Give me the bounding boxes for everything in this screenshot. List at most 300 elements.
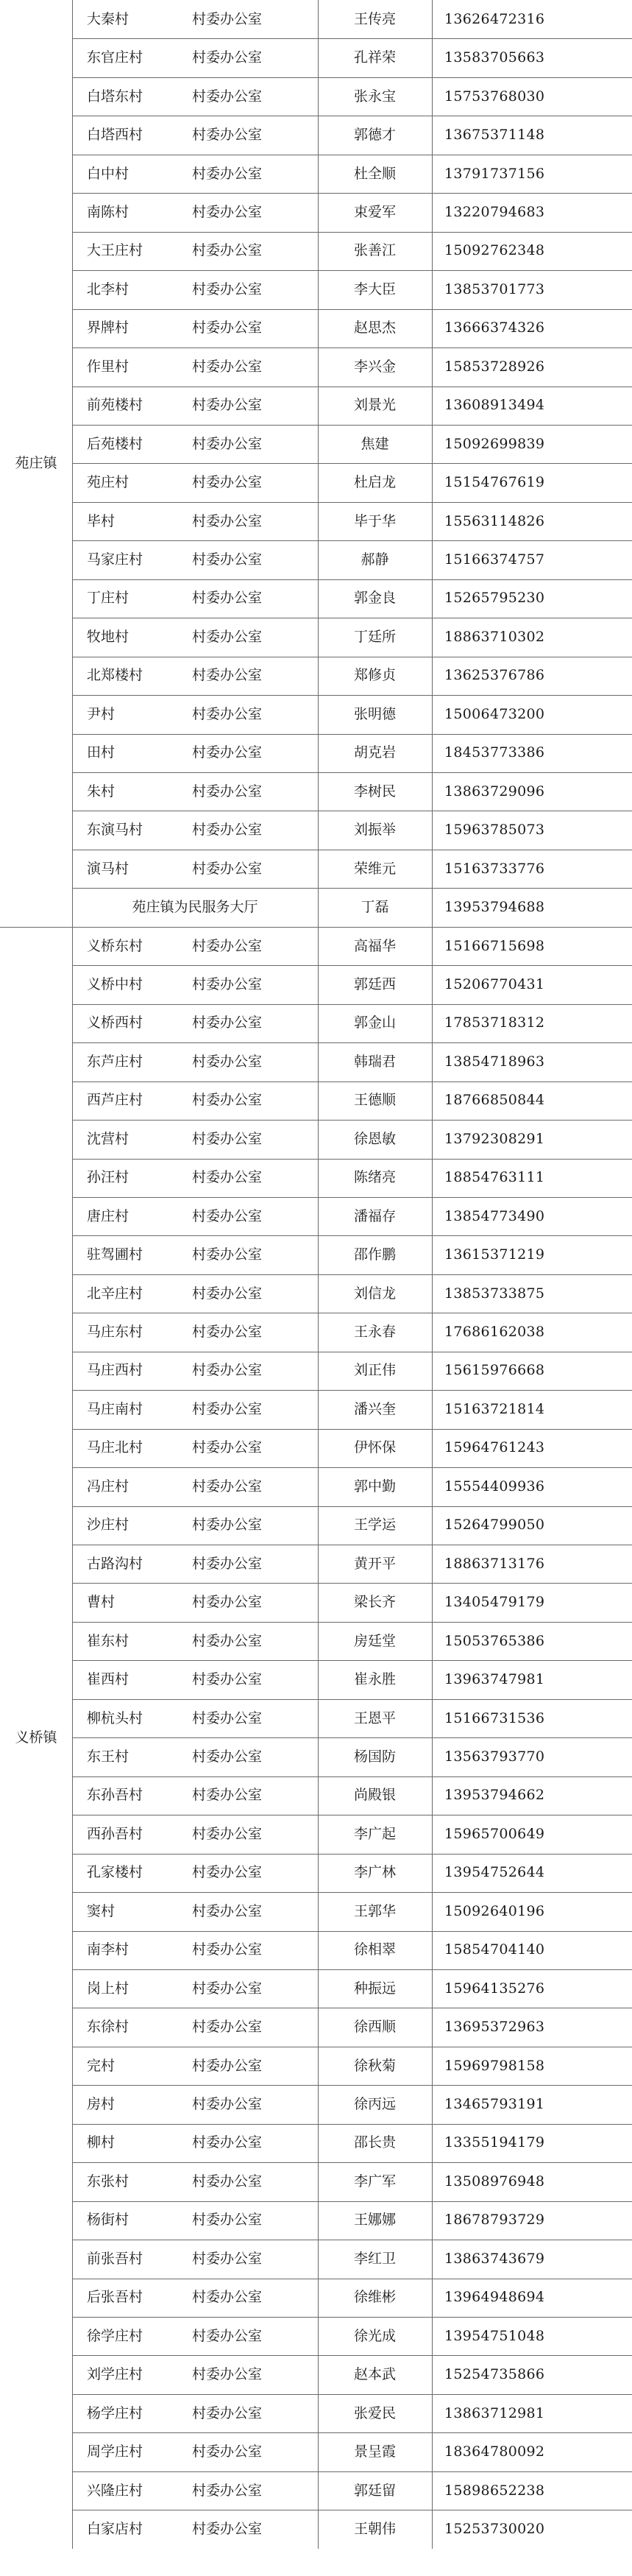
office-location: 村委办公室 bbox=[192, 1053, 263, 1070]
phone-number: 15166731536 bbox=[444, 1709, 545, 1726]
village-name: 北辛庄村 bbox=[87, 1285, 143, 1302]
village-name: 白家店村 bbox=[87, 2520, 143, 2537]
phone-number: 18854763111 bbox=[444, 1169, 545, 1186]
row-divider bbox=[72, 1120, 632, 1121]
phone-number: 13508976948 bbox=[444, 2173, 545, 2189]
contact-person: 种振远 bbox=[353, 1980, 396, 1997]
contact-person: 王朝伟 bbox=[353, 2520, 396, 2537]
village-name: 马庄西村 bbox=[87, 1362, 143, 1379]
office-location: 村委办公室 bbox=[192, 49, 263, 66]
contact-person: 潘兴奎 bbox=[353, 1400, 396, 1417]
contact-person: 徐相翠 bbox=[353, 1941, 396, 1958]
row-divider bbox=[72, 1467, 632, 1468]
village-name: 冯庄村 bbox=[87, 1478, 129, 1495]
office-location: 村委办公室 bbox=[192, 2482, 263, 2499]
contact-person: 郭金良 bbox=[353, 590, 396, 607]
row-divider bbox=[72, 1274, 632, 1275]
phone-number: 13953794662 bbox=[444, 1787, 545, 1804]
office-location: 村委办公室 bbox=[192, 705, 263, 722]
row-divider bbox=[72, 1737, 632, 1738]
village-name: 界牌村 bbox=[87, 320, 129, 336]
village-name: 义桥中村 bbox=[87, 975, 143, 992]
contact-person: 郭德才 bbox=[353, 127, 396, 144]
village-name: 作里村 bbox=[87, 358, 129, 375]
office-location: 村委办公室 bbox=[192, 551, 263, 568]
phone-number: 18863713176 bbox=[444, 1555, 545, 1572]
contact-person: 王郭华 bbox=[353, 1902, 396, 1919]
contact-person: 尚殿银 bbox=[353, 1787, 396, 1804]
phone-number: 13675371148 bbox=[444, 127, 545, 144]
phone-number: 15964761243 bbox=[444, 1439, 545, 1456]
phone-number: 15265795230 bbox=[444, 590, 545, 607]
village-name: 朱村 bbox=[87, 783, 116, 800]
village-name: 周学庄村 bbox=[87, 2443, 143, 2460]
phone-number: 13853701773 bbox=[444, 280, 545, 297]
row-divider bbox=[72, 1969, 632, 1970]
village-name: 唐庄村 bbox=[87, 1207, 129, 1224]
row-divider bbox=[72, 1159, 632, 1160]
contact-person: 徐恩敏 bbox=[353, 1130, 396, 1147]
phone-number: 13863712981 bbox=[444, 2404, 545, 2421]
village-name: 崔东村 bbox=[87, 1632, 129, 1649]
office-location: 村委办公室 bbox=[192, 2212, 263, 2229]
phone-number: 13625376786 bbox=[444, 667, 545, 684]
phone-number: 13666374326 bbox=[444, 320, 545, 336]
village-name: 西芦庄村 bbox=[87, 1092, 143, 1109]
village-name: 曹村 bbox=[87, 1594, 116, 1611]
contact-person: 韩瑞君 bbox=[353, 1053, 396, 1070]
village-name: 兴隆庄村 bbox=[87, 2482, 143, 2499]
phone-number: 15053765386 bbox=[444, 1632, 545, 1649]
contact-person: 徐丙远 bbox=[353, 2096, 396, 2113]
contact-person: 焦建 bbox=[361, 435, 389, 452]
row-divider bbox=[72, 540, 632, 541]
village-name: 大王庄村 bbox=[87, 242, 143, 259]
row-divider bbox=[72, 463, 632, 464]
phone-number: 15253730020 bbox=[444, 2520, 545, 2537]
office-location: 村委办公室 bbox=[192, 435, 263, 452]
office-location: 村委办公室 bbox=[192, 2443, 263, 2460]
row-divider bbox=[72, 2471, 632, 2472]
row-divider bbox=[72, 1931, 632, 1932]
phone-number: 15092699839 bbox=[444, 435, 545, 452]
phone-number: 17853718312 bbox=[444, 1014, 545, 1031]
village-name: 驻驾圃村 bbox=[87, 1246, 143, 1263]
contact-person: 徐维彬 bbox=[353, 2289, 396, 2306]
phone-number: 15154767619 bbox=[444, 474, 545, 491]
contact-person: 陈绪亮 bbox=[353, 1169, 396, 1186]
contact-person: 郝静 bbox=[361, 551, 389, 568]
contact-person: 王永春 bbox=[353, 1324, 396, 1341]
office-location: 村委办公室 bbox=[192, 397, 263, 414]
phone-number: 13465793191 bbox=[444, 2096, 545, 2113]
contact-person: 邵作鹏 bbox=[353, 1246, 396, 1263]
phone-number: 15853728926 bbox=[444, 358, 545, 375]
row-divider bbox=[72, 232, 632, 233]
row-divider bbox=[72, 2085, 632, 2086]
office-location: 村委办公室 bbox=[192, 2289, 263, 2306]
village-name: 尹村 bbox=[87, 705, 116, 722]
office-location: 村委办公室 bbox=[192, 474, 263, 491]
phone-number: 15264799050 bbox=[444, 1517, 545, 1534]
row-divider bbox=[72, 772, 632, 773]
contact-person: 刘正伟 bbox=[353, 1362, 396, 1379]
village-name: 前张吾村 bbox=[87, 2250, 143, 2267]
office-location: 村委办公室 bbox=[192, 1671, 263, 1688]
contact-person: 王恩平 bbox=[353, 1709, 396, 1726]
row-divider bbox=[72, 1429, 632, 1430]
village-name: 东张村 bbox=[87, 2173, 129, 2189]
office-location: 村委办公室 bbox=[192, 975, 263, 992]
office-location: 村委办公室 bbox=[192, 1324, 263, 1341]
town-name: 苑庄镇 bbox=[15, 454, 57, 471]
row-divider bbox=[72, 309, 632, 310]
phone-number: 13695372963 bbox=[444, 2019, 545, 2036]
phone-number: 15969798158 bbox=[444, 2057, 545, 2074]
row-divider bbox=[72, 1583, 632, 1584]
row-divider bbox=[72, 734, 632, 735]
phone-number: 13615371219 bbox=[444, 1246, 545, 1263]
phone-number: 13954751048 bbox=[444, 2327, 545, 2344]
contact-person: 潘福存 bbox=[353, 1207, 396, 1224]
phone-number: 15006473200 bbox=[444, 705, 545, 722]
contact-person: 杜启龙 bbox=[353, 474, 396, 491]
service-hall-name: 苑庄镇为民服务大厅 bbox=[132, 899, 258, 916]
village-name: 柳杭头村 bbox=[87, 1709, 143, 1726]
contact-person: 景呈霞 bbox=[353, 2443, 396, 2460]
row-divider bbox=[72, 77, 632, 78]
office-location: 村委办公室 bbox=[192, 1130, 263, 1147]
contact-person: 郭廷留 bbox=[353, 2482, 396, 2499]
village-name: 北李村 bbox=[87, 280, 129, 297]
phone-number: 15163733776 bbox=[444, 860, 545, 877]
phone-number: 15166715698 bbox=[444, 937, 545, 954]
office-location: 村委办公室 bbox=[192, 1594, 263, 1611]
contact-person: 徐西顺 bbox=[353, 2019, 396, 2036]
phone-number: 13792308291 bbox=[444, 1130, 545, 1147]
contact-person: 王学运 bbox=[353, 1517, 396, 1534]
contact-person: 邵长贵 bbox=[353, 2134, 396, 2151]
service-hall-phone: 13953794688 bbox=[444, 899, 545, 916]
contact-person: 赵本武 bbox=[353, 2366, 396, 2383]
contact-person: 杜全顺 bbox=[353, 165, 396, 182]
village-name: 大秦村 bbox=[87, 10, 129, 27]
phone-number: 17686162038 bbox=[444, 1324, 545, 1341]
village-name: 崔西村 bbox=[87, 1671, 129, 1688]
village-name: 后张吾村 bbox=[87, 2289, 143, 2306]
office-location: 村委办公室 bbox=[192, 1092, 263, 1109]
office-location: 村委办公室 bbox=[192, 1014, 263, 1031]
village-name: 东王村 bbox=[87, 1748, 129, 1765]
village-name: 南李村 bbox=[87, 1941, 129, 1958]
village-name: 马庄北村 bbox=[87, 1439, 143, 1456]
contact-person: 黄开平 bbox=[353, 1555, 396, 1572]
contact-person: 郑修贞 bbox=[353, 667, 396, 684]
phone-number: 15964135276 bbox=[444, 1980, 545, 1997]
phone-number: 15166374757 bbox=[444, 551, 545, 568]
phone-number: 15163721814 bbox=[444, 1400, 545, 1417]
office-location: 村委办公室 bbox=[192, 822, 263, 839]
contact-person: 伊怀保 bbox=[353, 1439, 396, 1456]
row-divider bbox=[0, 927, 632, 928]
office-location: 村委办公室 bbox=[192, 1285, 263, 1302]
row-divider bbox=[72, 1004, 632, 1005]
row-divider bbox=[72, 2201, 632, 2202]
office-location: 村委办公室 bbox=[192, 127, 263, 144]
village-name: 沈营村 bbox=[87, 1130, 129, 1147]
office-location: 村委办公室 bbox=[192, 1980, 263, 1997]
office-location: 村委办公室 bbox=[192, 2134, 263, 2151]
contact-person: 刘信龙 bbox=[353, 1285, 396, 1302]
village-name: 白中村 bbox=[87, 165, 129, 182]
phone-number: 15615976668 bbox=[444, 1362, 545, 1379]
village-name: 岗上村 bbox=[87, 1980, 129, 1997]
phone-number: 13405479179 bbox=[444, 1594, 545, 1611]
contact-person: 刘振举 bbox=[353, 822, 396, 839]
phone-number: 18453773386 bbox=[444, 744, 545, 761]
row-divider bbox=[72, 38, 632, 39]
phone-number: 15206770431 bbox=[444, 975, 545, 992]
row-divider bbox=[72, 1042, 632, 1043]
village-name: 柳村 bbox=[87, 2134, 116, 2151]
contact-person: 丁廷所 bbox=[353, 628, 396, 645]
row-divider bbox=[72, 270, 632, 271]
row-divider bbox=[72, 1699, 632, 1700]
office-location: 村委办公室 bbox=[192, 1902, 263, 1919]
row-divider bbox=[72, 965, 632, 966]
contact-person: 高福华 bbox=[353, 937, 396, 954]
row-divider bbox=[72, 1197, 632, 1198]
village-name: 演马村 bbox=[87, 860, 129, 877]
row-divider bbox=[72, 193, 632, 194]
village-name: 丁庄村 bbox=[87, 590, 129, 607]
office-location: 村委办公室 bbox=[192, 1169, 263, 1186]
office-location: 村委办公室 bbox=[192, 2327, 263, 2344]
office-location: 村委办公室 bbox=[192, 1709, 263, 1726]
town-name: 义桥镇 bbox=[15, 1729, 57, 1746]
village-name: 东芦庄村 bbox=[87, 1053, 143, 1070]
phone-number: 13583705663 bbox=[444, 49, 545, 66]
phone-number: 18364780092 bbox=[444, 2443, 545, 2460]
phone-number: 13791737156 bbox=[444, 165, 545, 182]
phone-number: 15092762348 bbox=[444, 242, 545, 259]
row-divider bbox=[72, 1081, 632, 1082]
office-location: 村委办公室 bbox=[192, 590, 263, 607]
contact-person: 李广军 bbox=[353, 2173, 396, 2189]
phone-number: 15963785073 bbox=[444, 822, 545, 839]
contact-person: 李树民 bbox=[353, 783, 396, 800]
contact-person: 张明德 bbox=[353, 705, 396, 722]
village-name: 田村 bbox=[87, 744, 116, 761]
row-divider bbox=[72, 1892, 632, 1893]
phone-number: 13608913494 bbox=[444, 397, 545, 414]
office-location: 村委办公室 bbox=[192, 1632, 263, 1649]
village-name: 白塔西村 bbox=[87, 127, 143, 144]
village-name: 义桥东村 bbox=[87, 937, 143, 954]
office-location: 村委办公室 bbox=[192, 628, 263, 645]
office-location: 村委办公室 bbox=[192, 2057, 263, 2074]
village-name: 古路沟村 bbox=[87, 1555, 143, 1572]
contact-person: 荣维元 bbox=[353, 860, 396, 877]
contact-person: 刘景光 bbox=[353, 397, 396, 414]
village-name: 前苑楼村 bbox=[87, 397, 143, 414]
village-name: 房村 bbox=[87, 2096, 116, 2113]
office-location: 村委办公室 bbox=[192, 1246, 263, 1263]
office-location: 村委办公室 bbox=[192, 1941, 263, 1958]
phone-number: 13854718963 bbox=[444, 1053, 545, 1070]
phone-number: 15898652238 bbox=[444, 2482, 545, 2499]
contact-person: 王传亮 bbox=[353, 10, 396, 27]
office-location: 村委办公室 bbox=[192, 242, 263, 259]
phone-number: 13964948694 bbox=[444, 2289, 545, 2306]
row-divider bbox=[72, 347, 632, 348]
phone-number: 15965700649 bbox=[444, 1825, 545, 1842]
row-divider bbox=[72, 1235, 632, 1236]
phone-number: 13853733875 bbox=[444, 1285, 545, 1302]
column-divider bbox=[72, 0, 73, 927]
row-divider bbox=[72, 2394, 632, 2395]
contact-person: 束爱军 bbox=[353, 203, 396, 220]
office-location: 村委办公室 bbox=[192, 1748, 263, 1765]
village-name: 东官庄村 bbox=[87, 49, 143, 66]
column-divider bbox=[72, 927, 73, 2549]
office-location: 村委办公室 bbox=[192, 860, 263, 877]
row-divider bbox=[72, 1660, 632, 1661]
column-divider bbox=[318, 927, 319, 2549]
office-location: 村委办公室 bbox=[192, 744, 263, 761]
row-divider bbox=[72, 579, 632, 580]
contact-person: 赵思杰 bbox=[353, 320, 396, 336]
office-location: 村委办公室 bbox=[192, 1825, 263, 1842]
office-location: 村委办公室 bbox=[192, 203, 263, 220]
village-name: 义桥西村 bbox=[87, 1014, 143, 1031]
contact-person: 孔祥荣 bbox=[353, 49, 396, 66]
office-location: 村委办公室 bbox=[192, 783, 263, 800]
village-name: 南陈村 bbox=[87, 203, 129, 220]
contact-person: 王娜娜 bbox=[353, 2212, 396, 2229]
village-name: 孔家楼村 bbox=[87, 1864, 143, 1881]
village-name: 东徐村 bbox=[87, 2019, 129, 2036]
contact-person: 张善江 bbox=[353, 242, 396, 259]
phone-number: 13355194179 bbox=[444, 2134, 545, 2151]
office-location: 村委办公室 bbox=[192, 2173, 263, 2189]
row-divider bbox=[72, 1390, 632, 1391]
office-location: 村委办公室 bbox=[192, 2404, 263, 2421]
office-location: 村委办公室 bbox=[192, 165, 263, 182]
village-name: 马庄东村 bbox=[87, 1324, 143, 1341]
row-divider bbox=[72, 1776, 632, 1777]
phone-number: 13863729096 bbox=[444, 783, 545, 800]
office-location: 村委办公室 bbox=[192, 2366, 263, 2383]
contact-person: 徐秋菊 bbox=[353, 2057, 396, 2074]
village-name: 徐学庄村 bbox=[87, 2327, 143, 2344]
phone-number: 15753768030 bbox=[444, 88, 545, 105]
office-location: 村委办公室 bbox=[192, 1864, 263, 1881]
contact-person: 王德顺 bbox=[353, 1092, 396, 1109]
row-divider bbox=[72, 2162, 632, 2163]
column-divider bbox=[432, 0, 433, 927]
contact-person: 李广起 bbox=[353, 1825, 396, 1842]
village-name: 窦村 bbox=[87, 1902, 116, 1919]
column-divider bbox=[318, 0, 319, 927]
contact-person: 房廷堂 bbox=[353, 1632, 396, 1649]
village-name: 沙庄村 bbox=[87, 1517, 129, 1534]
row-divider bbox=[72, 2124, 632, 2125]
village-name: 白塔东村 bbox=[87, 88, 143, 105]
village-name: 牧地村 bbox=[87, 628, 129, 645]
column-divider bbox=[432, 927, 433, 2549]
row-divider bbox=[72, 2317, 632, 2318]
phone-number: 13963747981 bbox=[444, 1671, 545, 1688]
phone-number: 18863710302 bbox=[444, 628, 545, 645]
village-name: 苑庄村 bbox=[87, 474, 129, 491]
contact-person: 徐光成 bbox=[353, 2327, 396, 2344]
row-divider bbox=[72, 2432, 632, 2433]
village-name: 后苑楼村 bbox=[87, 435, 143, 452]
contact-person: 梁长齐 bbox=[353, 1594, 396, 1611]
row-divider bbox=[72, 1854, 632, 1855]
row-divider bbox=[72, 2355, 632, 2356]
office-location: 村委办公室 bbox=[192, 10, 263, 27]
village-name: 马庄南村 bbox=[87, 1400, 143, 1417]
village-name: 北郑楼村 bbox=[87, 667, 143, 684]
contact-person: 李红卫 bbox=[353, 2250, 396, 2267]
phone-number: 13854773490 bbox=[444, 1207, 545, 1224]
contact-person: 张永宝 bbox=[353, 88, 396, 105]
phone-number: 13863743679 bbox=[444, 2250, 545, 2267]
village-name: 东演马村 bbox=[87, 822, 143, 839]
office-location: 村委办公室 bbox=[192, 1400, 263, 1417]
office-location: 村委办公室 bbox=[192, 1439, 263, 1456]
contact-person: 胡克岩 bbox=[353, 744, 396, 761]
contact-person: 毕于华 bbox=[353, 512, 396, 529]
office-location: 村委办公室 bbox=[192, 1555, 263, 1572]
office-location: 村委办公室 bbox=[192, 667, 263, 684]
phone-number: 18766850844 bbox=[444, 1092, 545, 1109]
office-location: 村委办公室 bbox=[192, 320, 263, 336]
phone-number: 15254735866 bbox=[444, 2366, 545, 2383]
office-location: 村委办公室 bbox=[192, 937, 263, 954]
village-name: 东孙吾村 bbox=[87, 1787, 143, 1804]
contact-person: 崔永胜 bbox=[353, 1671, 396, 1688]
contact-person: 郭廷西 bbox=[353, 975, 396, 992]
row-divider bbox=[72, 502, 632, 503]
phone-number: 15554409936 bbox=[444, 1478, 545, 1495]
office-location: 村委办公室 bbox=[192, 88, 263, 105]
phone-number: 13954752644 bbox=[444, 1864, 545, 1881]
office-location: 村委办公室 bbox=[192, 2096, 263, 2113]
row-divider bbox=[72, 425, 632, 426]
village-name: 杨学庄村 bbox=[87, 2404, 143, 2421]
contact-person: 李广林 bbox=[353, 1864, 396, 1881]
phone-number: 18678793729 bbox=[444, 2212, 545, 2229]
office-location: 村委办公室 bbox=[192, 1478, 263, 1495]
village-name: 刘学庄村 bbox=[87, 2366, 143, 2383]
phone-number: 13626472316 bbox=[444, 10, 545, 27]
office-location: 村委办公室 bbox=[192, 280, 263, 297]
office-location: 村委办公室 bbox=[192, 2250, 263, 2267]
phone-number: 15092640196 bbox=[444, 1902, 545, 1919]
office-location: 村委办公室 bbox=[192, 1207, 263, 1224]
phone-number: 13220794683 bbox=[444, 203, 545, 220]
office-location: 村委办公室 bbox=[192, 512, 263, 529]
village-name: 西孙吾村 bbox=[87, 1825, 143, 1842]
contact-person: 李兴金 bbox=[353, 358, 396, 375]
contact-person: 李大臣 bbox=[353, 280, 396, 297]
village-name: 杨街村 bbox=[87, 2212, 129, 2229]
service-hall-contact: 丁磊 bbox=[361, 899, 389, 916]
village-name: 完村 bbox=[87, 2057, 116, 2074]
